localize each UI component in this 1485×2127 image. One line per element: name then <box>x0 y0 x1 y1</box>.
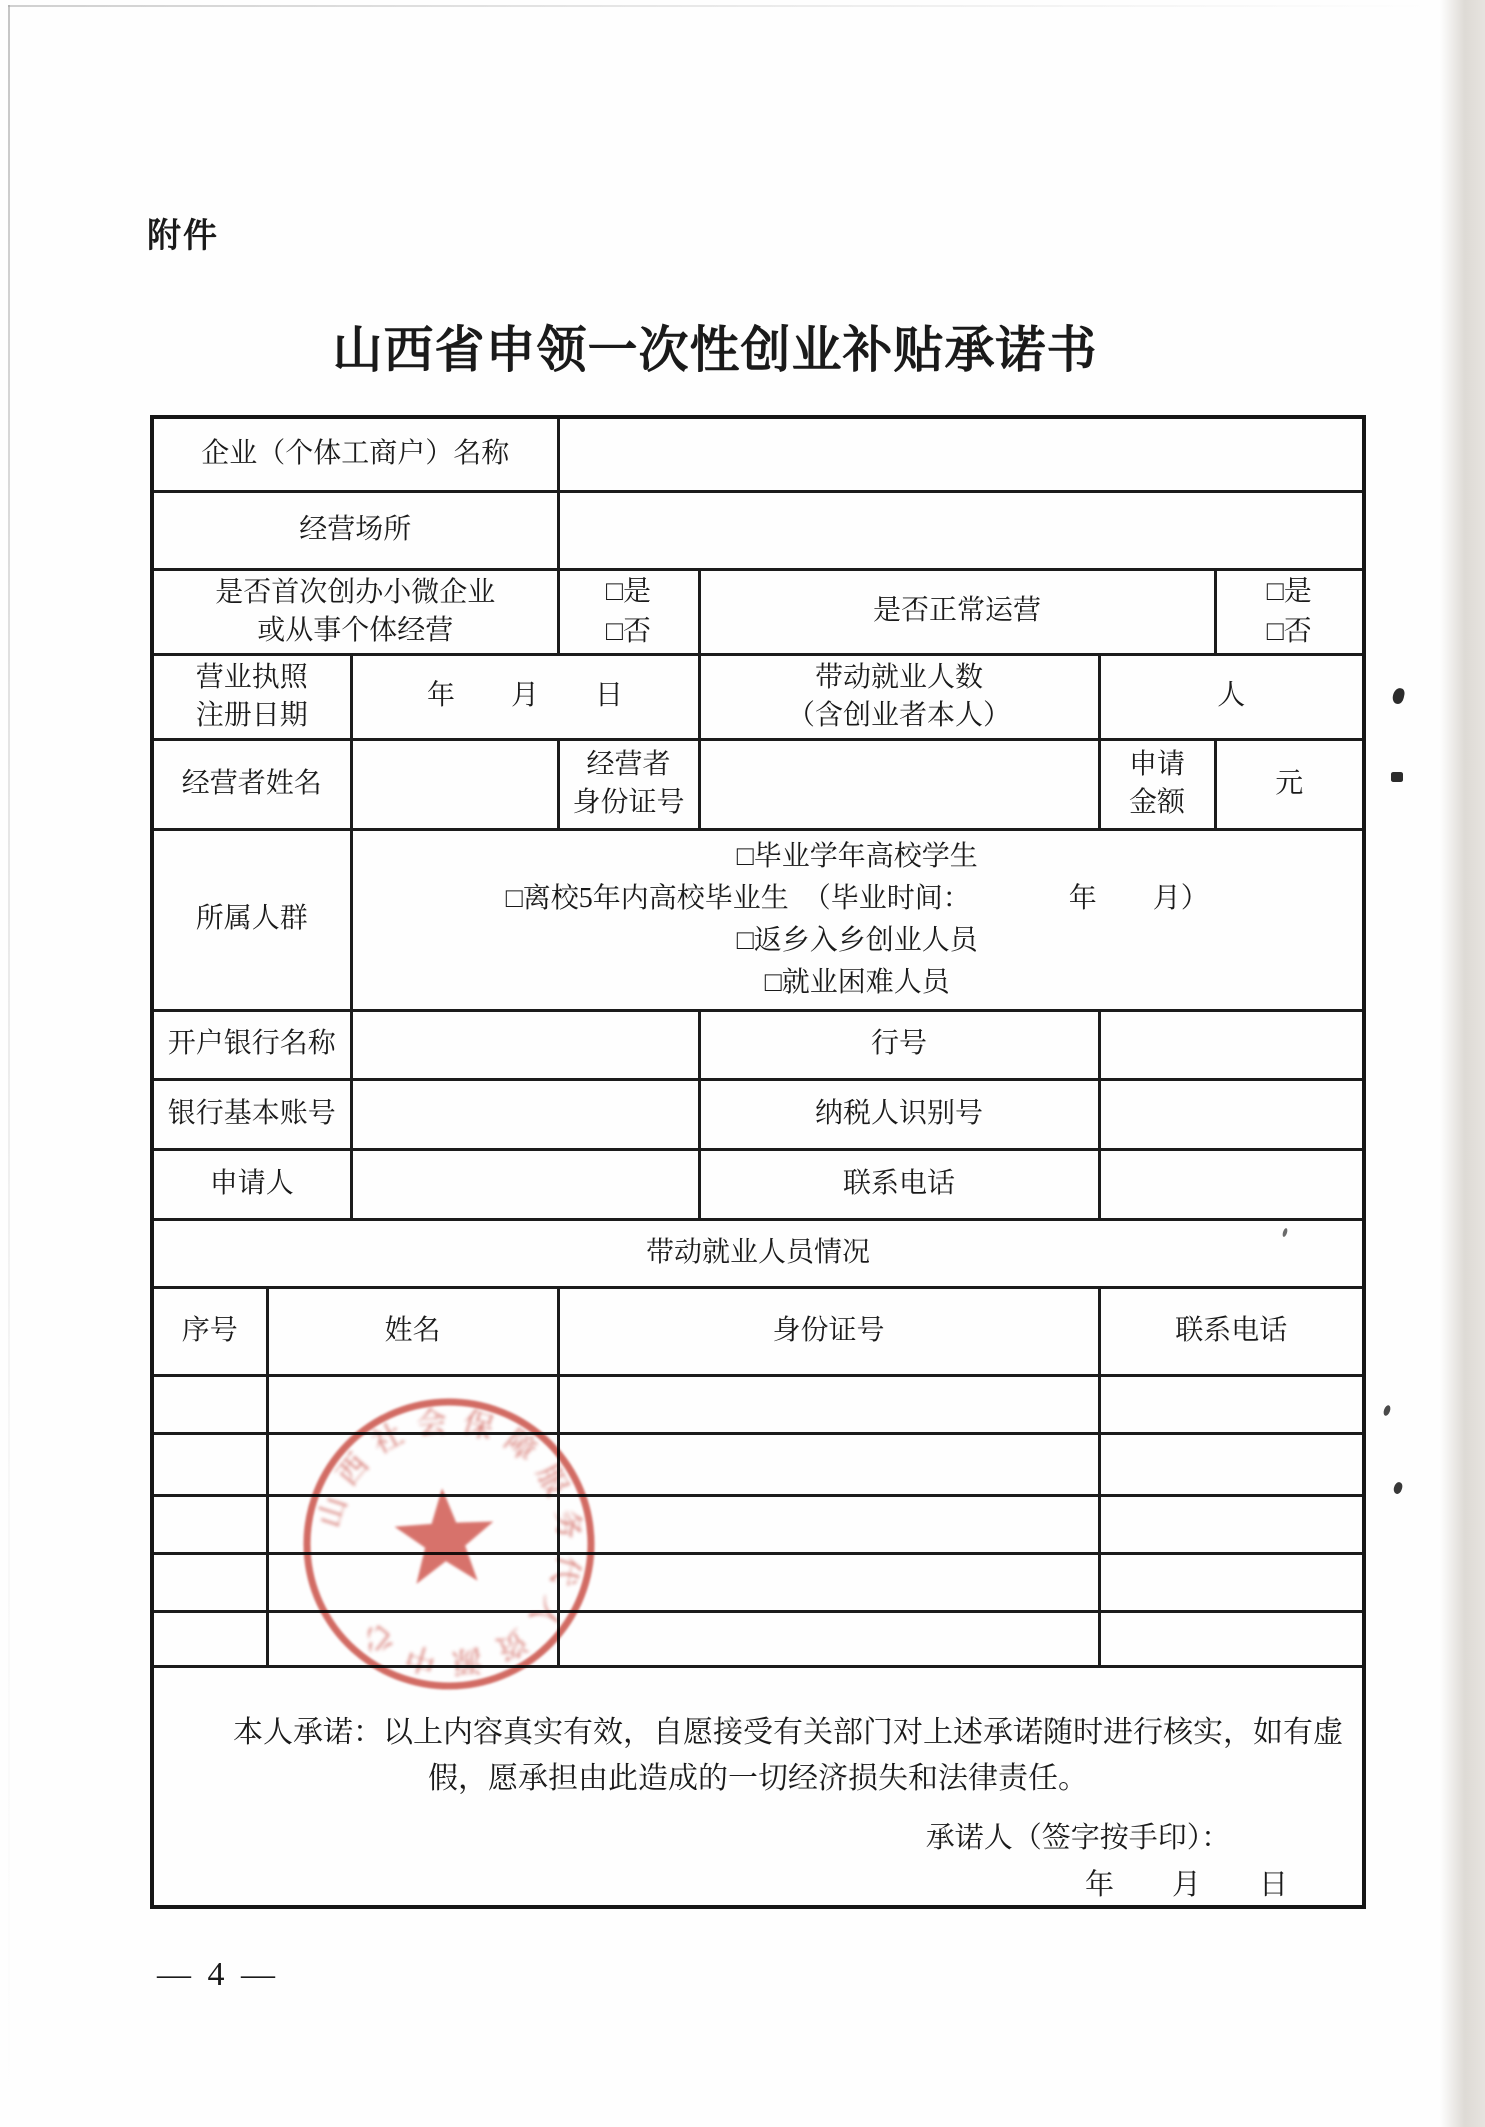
taxpayer-id-value-cell <box>1099 1079 1364 1149</box>
license-label-line1: 营业执照 <box>195 661 308 693</box>
row-premises <box>152 491 1364 569</box>
row-person-group <box>152 829 1364 1010</box>
operator-name-value-cell <box>351 739 558 829</box>
employment-count-label-line2: （含创业者本人） <box>787 699 1012 731</box>
operator-name-label-cell: 经营者姓名 <box>152 739 351 829</box>
bank-account-label-cell: 银行基本账号 <box>152 1079 351 1149</box>
applicant-label-cell: 申请人 <box>152 1149 351 1219</box>
stamp-arc-text: 山西社会保障服务代人资源中心 <box>312 1404 587 1680</box>
normal-operation-checkbox-cell <box>1215 569 1364 654</box>
employment-section-title-cell: 带动就业人员情况 <box>152 1219 1364 1287</box>
row-applicant <box>152 1149 1364 1219</box>
row-first-startup <box>152 569 1364 654</box>
checkbox-yes-option: □是 <box>606 575 651 607</box>
bank-no-label-cell: 行号 <box>699 1010 1099 1079</box>
premises-value-cell <box>558 491 1364 569</box>
first-startup-checkbox-cell <box>558 569 699 654</box>
employee-seq-cell <box>152 1495 267 1553</box>
premises-label-cell: 经营场所 <box>152 491 558 569</box>
employee-header-seq-cell: 序号 <box>152 1287 267 1375</box>
employee-phone-cell <box>1099 1611 1364 1666</box>
page-number: — 4 — <box>157 1956 279 1993</box>
row-bank-account <box>152 1079 1364 1149</box>
employee-header-id-cell: 身份证号 <box>558 1287 1099 1375</box>
employee-id-cell <box>558 1611 1099 1666</box>
bank-account-value-cell <box>351 1079 699 1149</box>
first-startup-label-cell <box>152 569 558 654</box>
license-label-line2: 注册日期 <box>195 699 308 731</box>
star-icon <box>393 1486 497 1585</box>
employment-count-label-line1: 带动就业人数 <box>815 661 984 693</box>
employee-id-cell <box>558 1375 1099 1433</box>
employment-count-value-cell: 人 <box>1099 654 1364 739</box>
license-label-cell <box>152 654 351 739</box>
person-group-option-4: □就业困难人员 <box>764 966 950 998</box>
apply-amount-label-line2: 金额 <box>1129 787 1186 818</box>
scan-speck <box>1393 1481 1404 1495</box>
operator-id-label-line1: 经营者 <box>586 749 671 780</box>
employee-phone-cell <box>1099 1375 1364 1433</box>
employee-header-name-cell: 姓名 <box>267 1287 558 1375</box>
employee-header-phone-cell: 联系电话 <box>1099 1287 1364 1375</box>
commitment-text: 本人承诺：以上内容真实有效，自愿接受有关部门对上述承诺随时进行核实，如有虚假，愿承担由此造成的一切经济损失和法律责任。 <box>233 1715 1343 1795</box>
operator-id-value-cell <box>699 739 1099 829</box>
apply-amount-label-cell <box>1099 739 1215 829</box>
scan-speck <box>1391 687 1405 705</box>
scan-edge-left <box>8 5 10 2127</box>
scan-edge-top <box>8 5 1440 7</box>
employee-phone-cell <box>1099 1433 1364 1495</box>
scan-speck <box>1391 772 1403 782</box>
apply-amount-value-cell: 元 <box>1215 739 1364 829</box>
scan-speck <box>1382 1404 1391 1416</box>
sign-date-blanks: 年 月 日 <box>1085 1869 1289 1902</box>
checkbox-no-option: □否 <box>1266 615 1312 647</box>
official-stamp-graphic <box>285 1380 613 1708</box>
checkbox-no-option: □否 <box>606 615 651 647</box>
row-employment-section-title <box>152 1219 1364 1287</box>
employment-count-label-cell <box>699 654 1099 739</box>
employee-seq-cell <box>152 1375 267 1433</box>
bank-no-value-cell <box>1099 1010 1364 1079</box>
person-group-label-cell: 所属人群 <box>152 829 351 1010</box>
license-date-cell: 年 月 日 <box>351 654 699 739</box>
apply-amount-label-line1: 申请 <box>1129 749 1186 780</box>
employee-seq-cell <box>152 1433 267 1495</box>
employee-seq-cell <box>152 1611 267 1666</box>
scan-edge-right <box>1440 0 1485 2127</box>
taxpayer-id-label-cell: 纳税人识别号 <box>699 1079 1099 1149</box>
checkbox-yes-option: □是 <box>1266 575 1312 607</box>
row-operator <box>152 739 1364 829</box>
first-startup-label-line1: 是否首次创办小微企业 <box>215 576 496 608</box>
attachment-label: 附件 <box>147 217 219 255</box>
employee-id-cell <box>558 1553 1099 1611</box>
company-name-value-cell <box>558 417 1364 491</box>
person-group-option-1: □毕业学年高校学生 <box>736 840 978 872</box>
operator-id-label-cell <box>558 739 699 829</box>
person-group-option-2: □离校5年内高校毕业生 （毕业时间： 年 月） <box>505 882 1209 914</box>
person-group-option-3: □返乡入乡创业人员 <box>736 924 978 956</box>
employee-phone-cell <box>1099 1495 1364 1553</box>
signer-label: 承诺人（签字按手印）： <box>925 1821 1231 1854</box>
bank-name-value-cell <box>351 1010 699 1079</box>
operator-id-label-line2: 身份证号 <box>572 787 685 818</box>
applicant-value-cell <box>351 1149 699 1219</box>
first-startup-label-line2: 或从事个体经营 <box>257 614 454 646</box>
page-title: 山西省申领一次性创业补贴承诺书 <box>332 322 1098 378</box>
phone-label-cell: 联系电话 <box>699 1149 1099 1219</box>
employee-phone-cell <box>1099 1553 1364 1611</box>
official-stamp <box>285 1380 613 1708</box>
normal-operation-label-cell: 是否正常运营 <box>699 569 1215 654</box>
employee-id-cell <box>558 1433 1099 1495</box>
person-group-options-cell <box>351 829 1364 1010</box>
row-company-name <box>152 417 1364 491</box>
row-bank-name <box>152 1010 1364 1079</box>
employee-seq-cell <box>152 1553 267 1611</box>
bank-name-label-cell: 开户银行名称 <box>152 1010 351 1079</box>
company-name-label-cell: 企业（个体工商户）名称 <box>152 417 558 491</box>
employee-id-cell <box>558 1495 1099 1553</box>
row-license-date <box>152 654 1364 739</box>
phone-value-cell <box>1099 1149 1364 1219</box>
row-employee-headers <box>152 1287 1364 1375</box>
